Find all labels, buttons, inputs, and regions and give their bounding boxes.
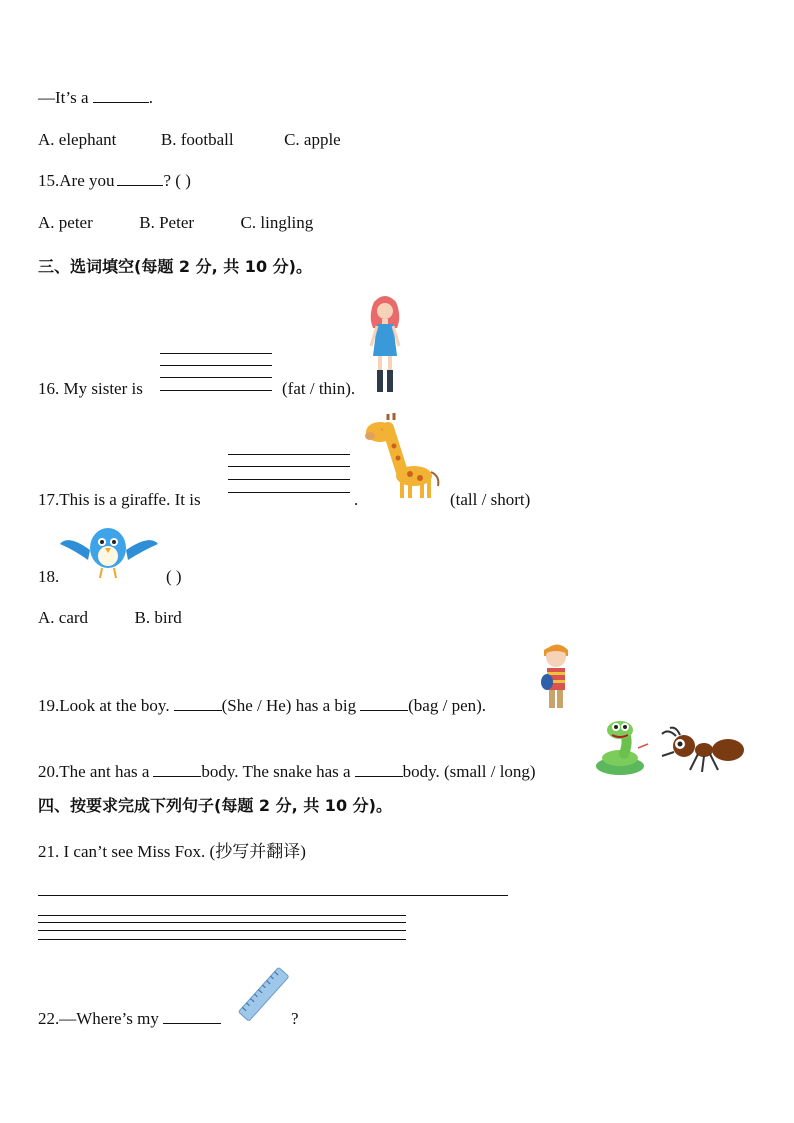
q22-stem: 22.—Where’s my	[38, 1009, 159, 1028]
q20-mid: body. The snake has a	[201, 762, 351, 781]
q17-stem: 17.This is a giraffe. It is	[38, 490, 201, 509]
q15-answer-paren[interactable]: ? ( )	[163, 171, 191, 190]
q17-rule-4[interactable]	[228, 492, 350, 493]
q16-rule-4[interactable]	[160, 390, 272, 391]
q17-rule-1	[228, 454, 350, 455]
q21-write-rule-1	[38, 915, 406, 916]
q20-stem: 20.The ant has a	[38, 762, 150, 781]
q15-line	[38, 171, 191, 191]
q19-mid: (She / He) has a big	[221, 696, 357, 715]
q14-blank[interactable]	[93, 101, 149, 103]
q14-prefix: —It’s a	[38, 88, 89, 107]
q18-num: 18.	[38, 567, 60, 586]
q19-line	[38, 696, 486, 716]
section3-title: 三、选词填空(每题 2 分, 共 10 分)。	[38, 257, 312, 276]
q19-blank-2[interactable]	[360, 709, 408, 711]
boy-illustration	[538, 640, 574, 712]
q16-stem: 16. My sister is	[38, 379, 143, 398]
q15-blank[interactable]	[117, 184, 163, 186]
q18-options	[38, 608, 182, 628]
q22-end: ?	[291, 1009, 299, 1028]
q14-options	[38, 130, 341, 150]
q17-choice: (tall / short)	[450, 490, 531, 509]
q17-rule-3	[228, 479, 350, 480]
q21-write-rule-2	[38, 922, 406, 923]
q19-end: (bag / pen).	[408, 696, 487, 715]
q19-blank-1[interactable]	[174, 709, 222, 711]
q18-answer-paren[interactable]: ( )	[166, 567, 182, 586]
q22-line	[38, 1009, 221, 1029]
q14-option-b[interactable]: B. football	[160, 130, 234, 149]
q17-rule-2	[228, 466, 350, 467]
q15-stem: 15.Are you	[38, 171, 115, 190]
q16-rule-3	[160, 377, 272, 378]
q14-suffix: .	[148, 88, 154, 107]
q17-dot: .	[354, 490, 359, 509]
q18-option-b[interactable]: B. bird	[134, 608, 182, 627]
q21-write-rule-3	[38, 930, 406, 931]
q15-option-b[interactable]: B. Peter	[139, 213, 195, 232]
q22-blank[interactable]	[163, 1022, 221, 1024]
q20-blank-2[interactable]	[355, 775, 403, 777]
q21-answer-line[interactable]	[38, 895, 508, 896]
q14-option-a[interactable]: A. elephant	[38, 130, 117, 149]
q16-rule-1	[160, 353, 272, 354]
q20-blank-1[interactable]	[153, 775, 201, 777]
q21-write-rule-4[interactable]	[38, 939, 406, 940]
q19-stem: 19.Look at the boy.	[38, 696, 170, 715]
q20-line	[38, 762, 536, 782]
q21-instruction: 21. I can’t see Miss Fox. (抄写并翻译)	[38, 842, 306, 861]
q14-option-c[interactable]: C. apple	[284, 130, 341, 149]
q16-rule-2	[160, 365, 272, 366]
q18-option-a[interactable]: A. card	[38, 608, 89, 627]
q21-text	[38, 837, 306, 862]
q15-option-c[interactable]: C. lingling	[240, 213, 314, 232]
bird-illustration	[60, 520, 158, 582]
snake-illustration	[594, 718, 650, 778]
q20-end: body. (small / long)	[402, 762, 536, 781]
q15-options	[38, 213, 313, 233]
q15-option-a[interactable]: A. peter	[38, 213, 93, 232]
girl-illustration	[362, 294, 408, 396]
giraffe-illustration	[364, 410, 442, 502]
ant-illustration	[658, 726, 750, 776]
q14-line	[38, 88, 153, 108]
q16-choice: (fat / thin).	[282, 379, 356, 398]
section4-title: 四、按要求完成下列句子(每题 2 分, 共 10 分)。	[38, 796, 392, 815]
ruler-illustration	[232, 962, 294, 1028]
